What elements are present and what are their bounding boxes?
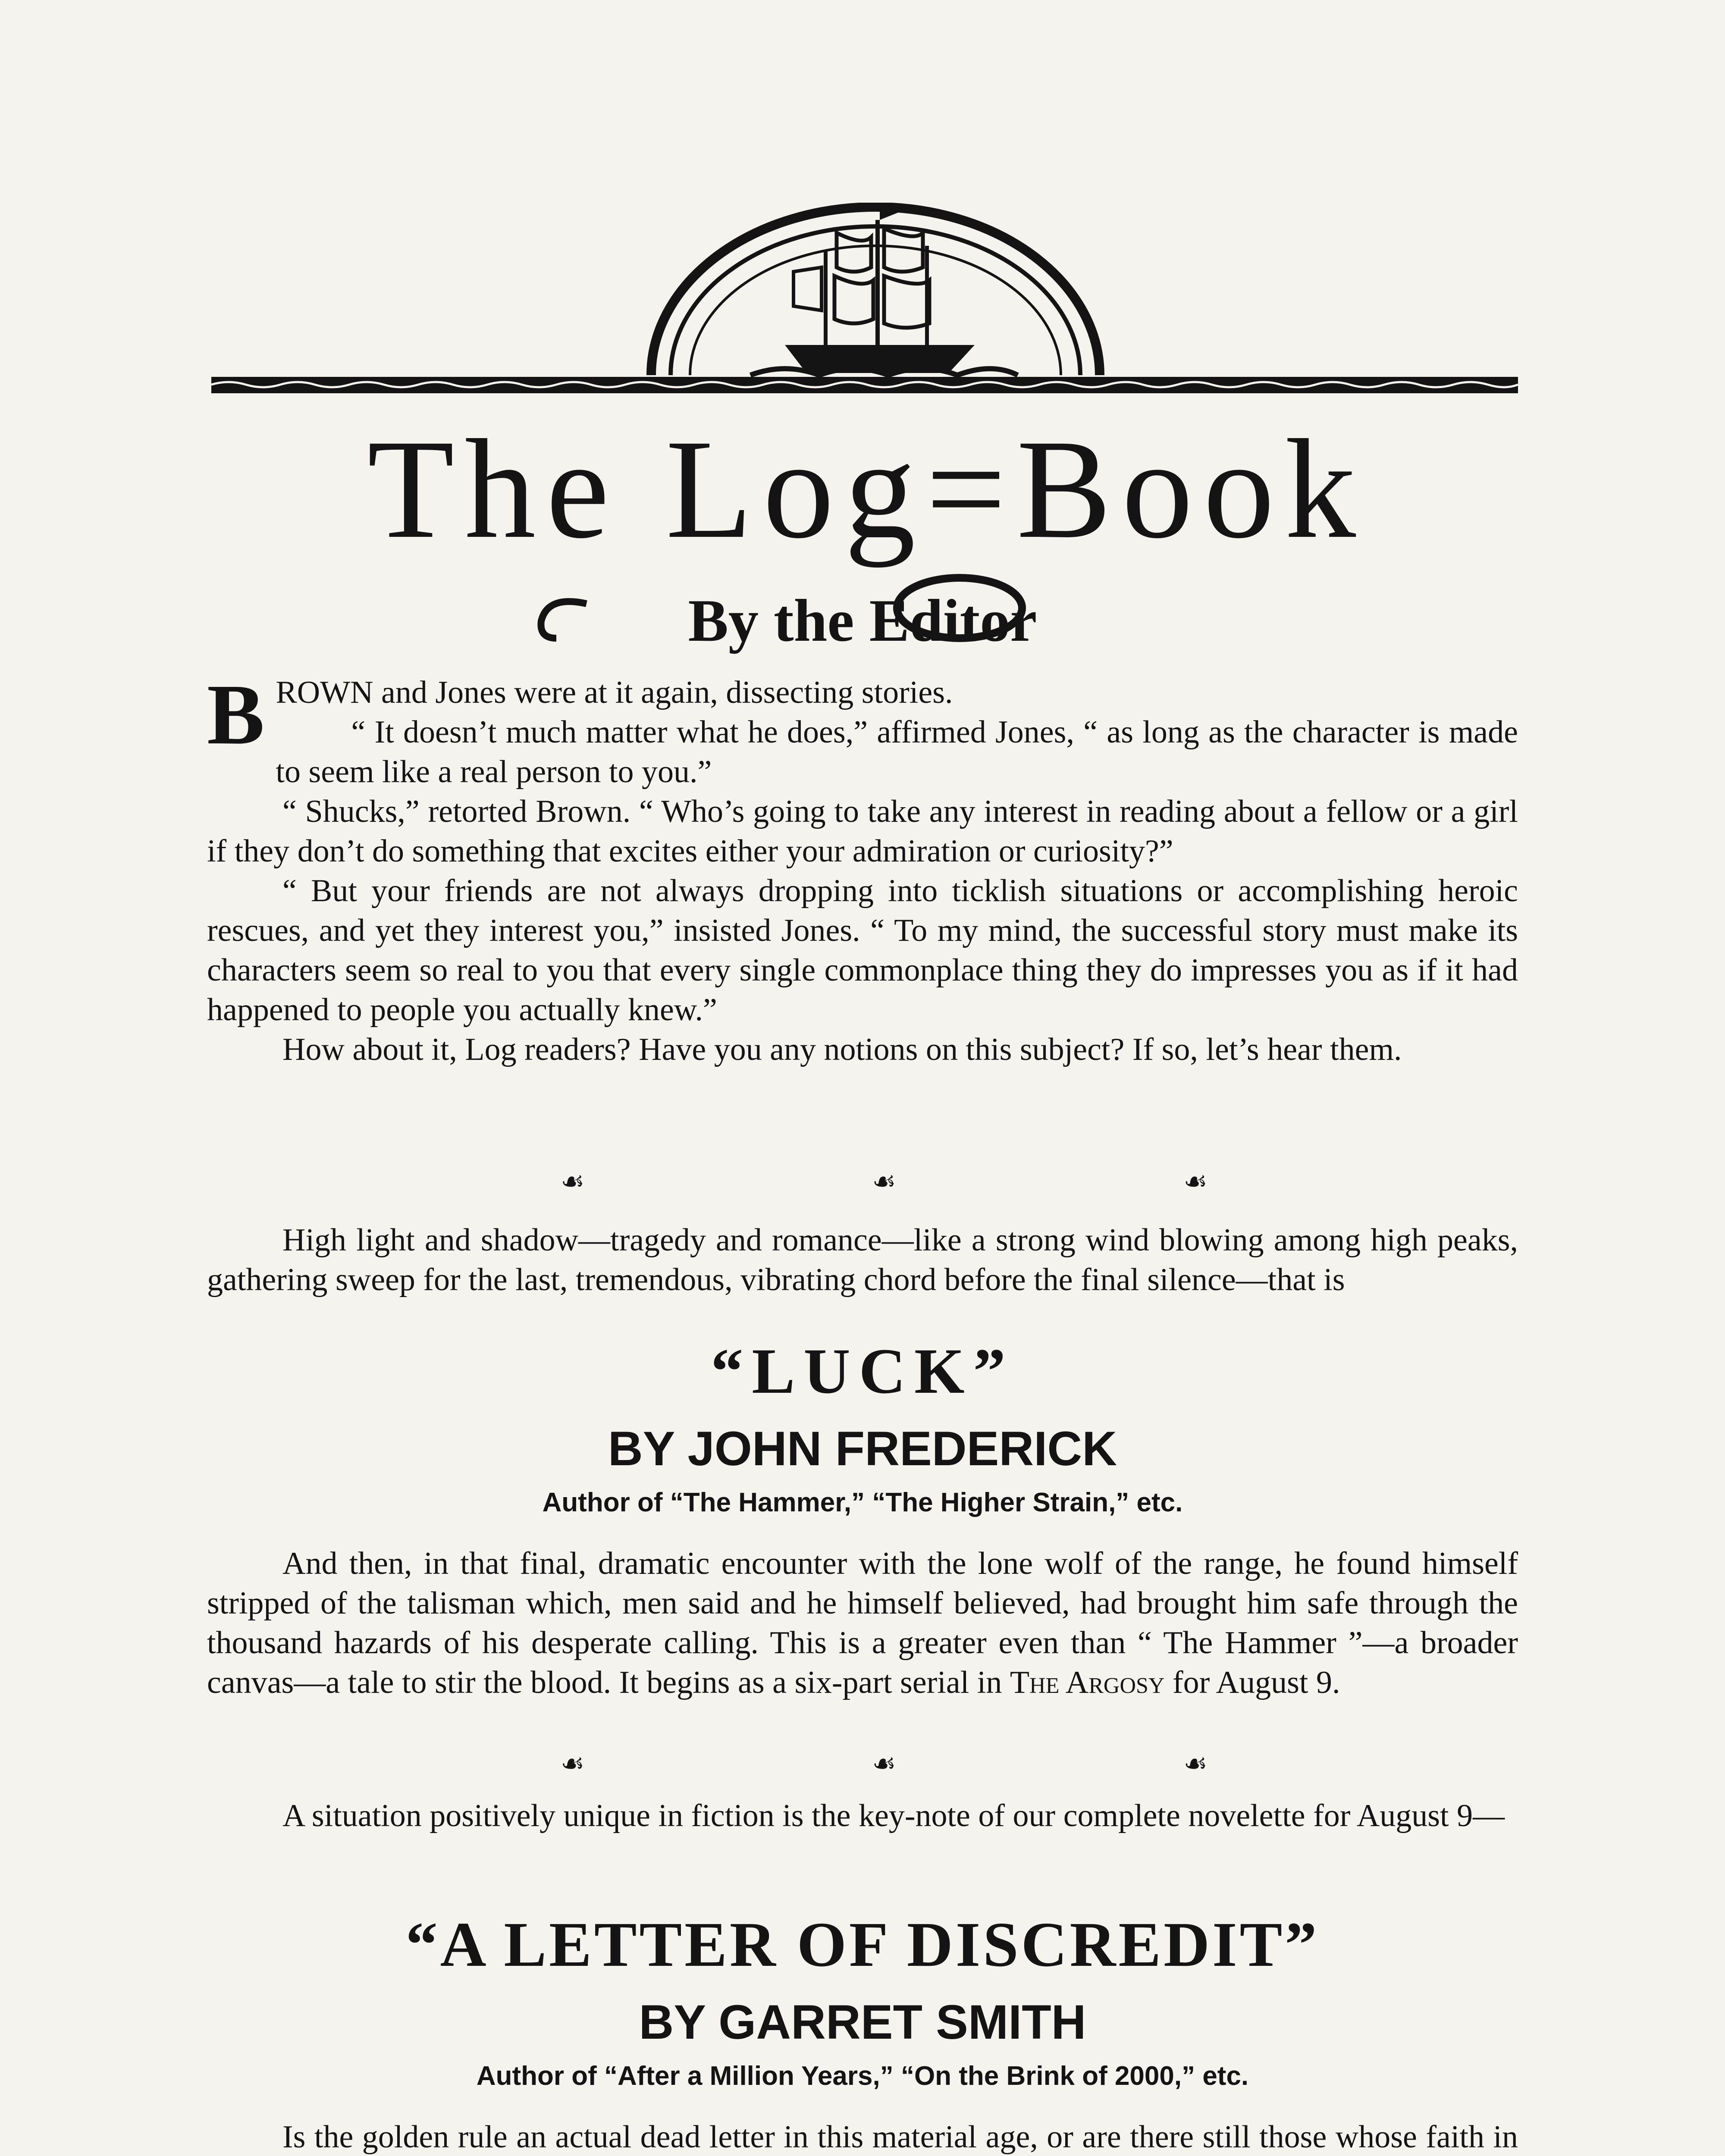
drop-cap: B (207, 667, 265, 762)
fleuron-icon: ☙ (872, 1748, 896, 1779)
intro-paragraph: “ But your friends are not always dropping into ticklish situations or accomplishing heroic rescues, and yet they interest you,” insisted Jones. “ To my mind, the successful story must make its characters seem so real to you that every single commonplace thing they do impresses you as if it had happened to people you actually knew.” (207, 873, 1518, 1028)
letter-author: BY GARRET SMITH (639, 1995, 1086, 2049)
intro-text: ROWN and Jones were at it again, dissecting stories. (276, 675, 953, 710)
fleuron-icon: ☙ (1183, 1166, 1208, 1197)
luck-desc-end: for August 9. (1172, 1665, 1340, 1700)
letter-lead (207, 1796, 1518, 1836)
intro-paragraph: “ Shucks,” retorted Brown. “ Who’s going to take any interest in reading about a fellow or a girl if they don’t do something that excites either your admiration or curiosity?” (207, 794, 1518, 869)
wave-border-bar (211, 372, 1518, 398)
fleuron-icon: ☙ (561, 1748, 585, 1779)
luck-desc-body: And then, in that final, dramatic encounter with the lone wolf of the range, he found himself stripped of the talisman which, men said and he himself believed, had brought him safe through the thousand hazards of his desperate calling. This is a greater even than “ The Hammer ”—a broader canvas—a tale to stir the blood. It begins as a six-part serial in (207, 1546, 1518, 1700)
luck-description-text (207, 1544, 1518, 1702)
fleuron-icon: ☙ (561, 1166, 585, 1197)
letter-desc-body: Is the golden rule an actual dead letter in this material age, or are there still those whose faith in (282, 2119, 1518, 2155)
luck-description (207, 1544, 1518, 1702)
luck-lead (207, 1220, 1518, 1300)
page-title: The Log=Book (367, 411, 1367, 568)
letter-description-text (207, 2117, 1518, 2156)
letter-credits: Author of “After a Million Years,” “On the Brink of 2000,” etc. (476, 2061, 1249, 2091)
fleuron-icon: ☙ (1183, 1748, 1208, 1779)
luck-author: BY JOHN FREDERICK (608, 1422, 1117, 1476)
magazine-name: The Argosy (1010, 1665, 1165, 1700)
luck-title: “LUCK” (711, 1335, 1014, 1407)
fleuron-icon: ☙ (872, 1166, 896, 1197)
ship-emblem-icon (621, 203, 1130, 384)
letter-lead-text: A situation positively unique in fiction is the key-note of our complete novelette for August 9— (282, 1798, 1505, 1833)
luck-lead-text: High light and shadow—tragedy and romance—like a strong wind blowing among high peaks, gathering sweep for the last, tremendous, vibrating chord before the final silence—that is (207, 1222, 1518, 1297)
letter-description (207, 2117, 1518, 2156)
intro-paragraph: How about it, Log readers? Have you any notions on this subject? If so, let’s hear them. (282, 1032, 1402, 1067)
ornament-divider (561, 1742, 1208, 1785)
letter-title: “A LETTER OF DISCREDIT” (405, 1909, 1320, 1980)
luck-credits: Author of “The Hammer,” “The Higher Strain,” etc. (542, 1488, 1183, 1517)
ornament-divider (561, 1160, 1208, 1203)
intro-paragraph: “ It doesn’t much matter what he does,” affirmed Jones, “ as long as the character is made to seem like a real person to you.” (276, 714, 1518, 790)
byline: By the Editor (688, 587, 1037, 654)
intro-section (207, 667, 1518, 1069)
